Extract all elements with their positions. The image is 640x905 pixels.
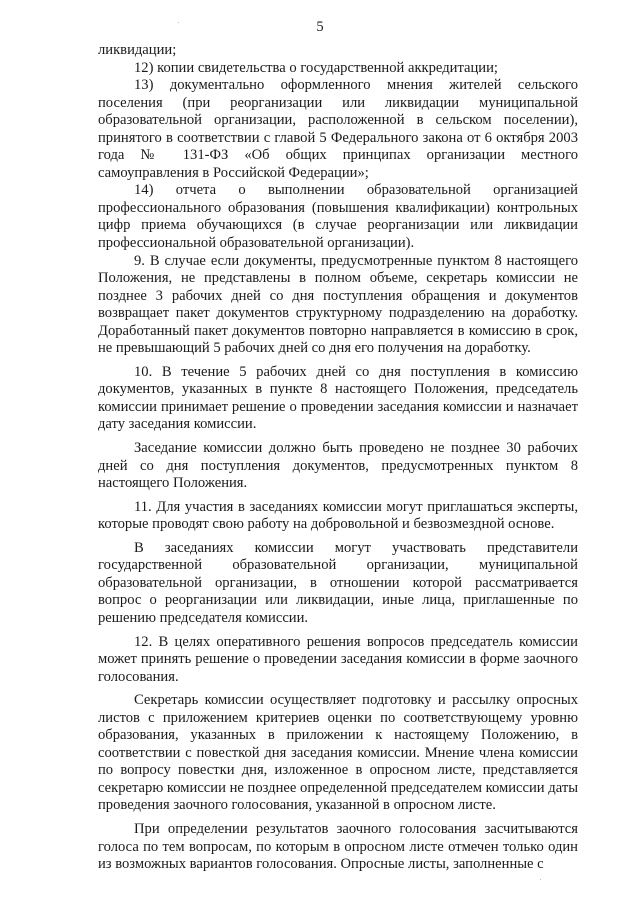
paragraph: 12. В целях оперативного решения вопросов председатель комиссии может принять решение о проведении заседания комиссии в форме заочного голосования. [98,633,578,685]
paragraph: При определении результатов заочного голосования засчитываются голоса по тем вопросам, по которым в опросном листе отмечен только один из возможных вариантов голосования. Опросные листы, заполненные с [98,820,578,873]
paragraph: ликвидации; [98,42,177,58]
paragraph: В заседаниях комиссии могут участвовать представители государственной образовательной организации, муниципальной образовательной организации, в отношении которой рассматривается вопрос о реорганизации или ликвидации, иные лица, приглашенные по решению председателя комиссии. [98,539,578,626]
scan-mark [178,22,179,23]
paragraph: 13) документально оформленного мнения жителей сельского поселения (при реорганизации или ликвидации муниципальной образовательной организации, расположенной в сельском поселении), принятого в соответствии с главой 5 Федерального закона от 6 октября 2003 года № 131-ФЗ «Об общих принципах организации местного самоуправления в Российской Федерации»; [98,77,578,181]
paragraph: Секретарь комиссии осуществляет подготовку и рассылку опросных листов с приложением критериев оценки по соответствующему уровню образования, указанных в приложении к настоящему Положению, в соответствии с повесткой дня заседания комиссии. Мнение члена комиссии по вопросу повестки дня, изложенное в опросном листе, представляется секретарю комиссии не позднее определенной председателем комиссии даты проведения заочного голосования, указанной в опросном листе. [98,692,578,814]
paragraph: 10. В течение 5 рабочих дней со дня поступления в комиссию документов, указанных в пункте 8 настоящего Положения, председатель комиссии принимает решение о проведении заседания комиссии и назначает дату заседания комиссии. [98,363,578,433]
document-body [98,42,578,874]
paragraph: 11. Для участия в заседаниях комиссии могут приглашаться эксперты, которые проводят свою работу на добровольной и безвозмездной основе. [98,498,578,533]
scan-mark [540,879,541,880]
paragraph: 12) копии свидетельства о государственной аккредитации; [134,59,498,76]
page-number: 5 [316,19,324,35]
paragraph: Заседание комиссии должно быть проведено не позднее 30 рабочих дней со дня поступления документов, предусмотренных пунктом 8 настоящего Положения. [98,440,578,492]
paragraph: 9. В случае если документы, предусмотренные пунктом 8 настоящего Положения, не представлены в полном объеме, секретарь комиссии не позднее 3 рабочих дней со дня поступления обращения и документов возвращает пакет документов структурному подразделению на доработку. Доработанный пакет документов повторно направляется в комиссию в срок, не превышающий 5 рабочих дней со дня его получения на доработку. [98,252,578,357]
paragraph: 14) отчета о выполнении образовательной организацией профессионального образования (повышения квалификации) контрольных цифр приема обучающихся (в случае реорганизации или ликвидации профессиональной образовательной организации). [98,182,578,252]
